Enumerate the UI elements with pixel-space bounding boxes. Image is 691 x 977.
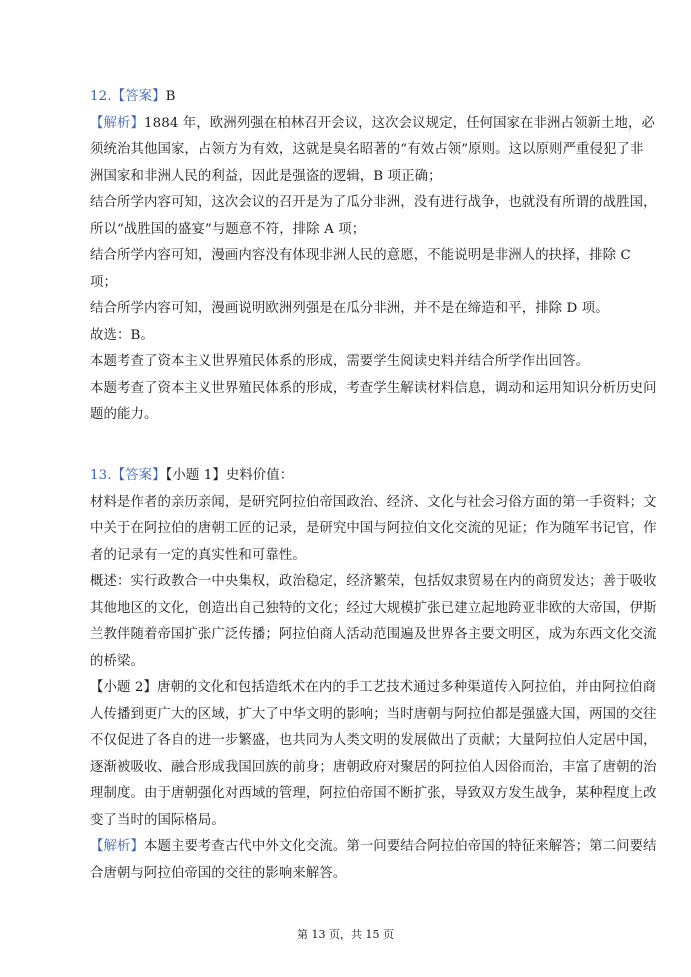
q12-text: 结合所学内容可知，这次会议的召开是为了瓜分非洲，没有进行战争，也就没有所谓的战胜国，: [90, 195, 657, 210]
q12-answer: B: [165, 89, 176, 104]
q13-text: 者的记录有一定的真实性和可靠性。: [90, 547, 306, 563]
q12-answer-tag: 【答案】: [111, 89, 166, 104]
q12-answer-line: [90, 84, 612, 111]
q13-sub2-tag: 【小题 2】: [90, 680, 157, 695]
q12-analysis-tag: 【解析】: [90, 115, 144, 131]
q12-text: 洲国家和非洲人民的利益，因此是强盗的逻辑，B 项正确；: [90, 168, 442, 184]
q13-analysis-text: 本题主要考查古代中外文化交流。第一问要结合阿拉伯帝国的特征来解答；第二问要结: [143, 839, 657, 854]
q12-text: 项；: [90, 274, 117, 290]
q13-sub2-line: [90, 675, 657, 702]
q13-text: 兰教伴随着帝国扩张广泛传播；阿拉伯商人活动范围遍及世界各主要文明区，成为东西文化交流: [90, 627, 657, 642]
q12-text: 结合所学内容可知，漫画内容没有体现非洲人民的意愿，不能说明是非洲人的抉择，排除 C: [90, 248, 631, 263]
q13-sub1-tag: 【小题 1】: [165, 468, 226, 483]
q13-text: 中关于在阿拉伯的唐朝工匠的记录，是研究中国与阿拉伯文化交流的见证；作为随军书记官，作: [90, 521, 657, 536]
page-footer: 第 13 页，共 15 页: [297, 928, 394, 941]
q13-sub1-title: 史料价值：: [225, 468, 294, 483]
q12-text: 须统治其他国家，占领方为有效，这就是臭名昭著的“有效占领”原则。这以原则严重侵犯了非: [90, 142, 644, 157]
q13-sub2-text: 逐渐被吸收、融合形成我国回族的前身；唐朝政府对聚居的阿拉伯人因俗而治，丰富了唐朝的治: [90, 759, 657, 775]
q12-text: 本题考查了资本主义世界殖民体系的形成，需要学生阅读史料并结合所学作出回答。: [90, 354, 590, 369]
q12-text: 本题考查了资本主义世界殖民体系的形成，考查学生解读材料信息，调动和运用知识分析历史问: [90, 380, 657, 396]
q13-analysis-text: 合唐朝与阿拉伯帝国的交往的影响来解答。: [90, 865, 347, 881]
q13-number: 13.: [90, 468, 112, 483]
q12-text: 题的能力。: [90, 407, 158, 422]
q13-sub2-text: 唐朝的文化和包括造纸术在内的手工艺技术通过多种渠道传入阿拉伯，并由阿拉伯商: [156, 680, 657, 695]
q12-text: 所以“战胜国的盛宴”与题意不符，排除 A 项；: [90, 221, 366, 237]
q13-sub2-text: 理制度。由于唐朝强化对西域的管理，阿拉伯帝国不断扩张，导致双方发生战争，某种程度上改: [90, 786, 657, 801]
q13-text: 概述：实行政教合一中央集权，政治稳定，经济繁荣，包括奴隶贸易在内的商贸发达；善于吸收: [90, 574, 657, 589]
q13-text: 材料是作者的亲历亲闻，是研究阿拉伯帝国政治、经济、文化与社会习俗方面的第一手资料；文: [90, 494, 657, 510]
q13-answer-line: [90, 463, 612, 490]
question-13: [90, 463, 657, 887]
q12-analysis-line-0: [90, 111, 655, 138]
q13-answer-tag: 【答案】: [111, 468, 166, 483]
question-12: [90, 84, 657, 429]
q13-analysis-tag: 【解析】: [90, 839, 144, 854]
q13-sub2-text: 不仅促进了各自的进一步繁盛，也共同为人类文明的发展做出了贡献；大量阿拉伯人定居中国，: [90, 733, 657, 748]
q13-sub2-text: 人传播到更广大的区域，扩大了中华文明的影响；当时唐朝与阿拉伯都是强盛大国，两国的交往: [90, 706, 657, 722]
q13-sub2-text: 变了当时的国际格局。: [90, 812, 225, 828]
q12-number: 12.: [90, 89, 112, 104]
q13-text: 其他地区的文化，创造出自己独特的文化；经过大规模扩张已建立起地跨亚非欧的大帝国，伊斯: [90, 600, 657, 616]
q12-text: 故选：B。: [90, 327, 154, 343]
q13-analysis-line: [90, 834, 657, 861]
q13-text: 的桥梁。: [90, 653, 144, 669]
q12-text: 结合所学内容可知，漫画说明欧洲列强是在瓜分非洲，并不是在缔造和平，排除 D 项。: [90, 301, 609, 316]
q12-text: 1884 年，欧洲列强在柏林召开会议，这次会议规定，任何国家在非洲占领新土地，必: [143, 115, 655, 131]
